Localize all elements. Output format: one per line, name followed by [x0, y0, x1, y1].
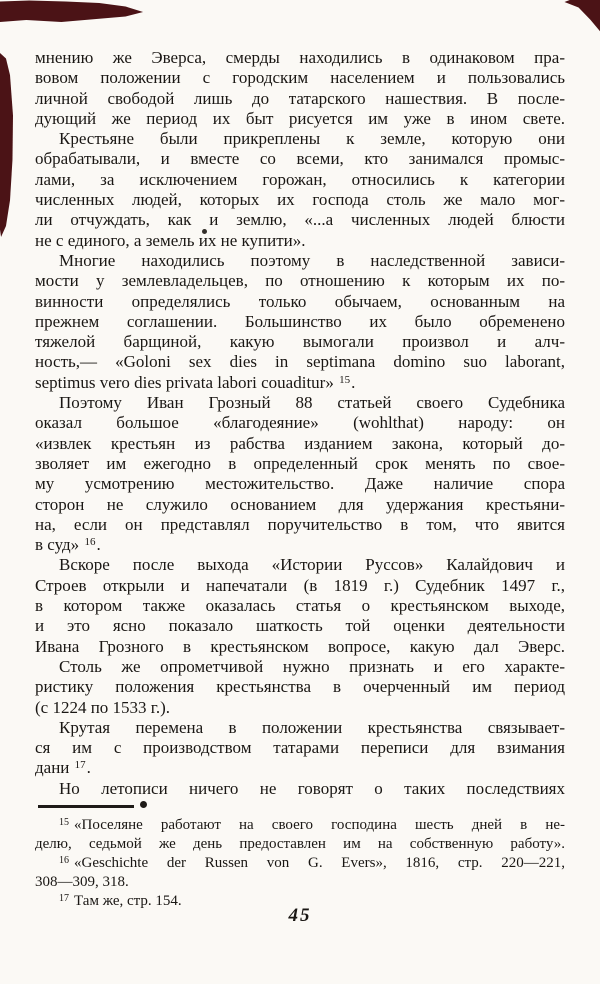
paragraph: [35, 718, 565, 779]
body-text: [35, 48, 565, 799]
text-line: Ивана Грозного в крестьянском вопросе, какую дал Эверс.: [35, 636, 565, 656]
paragraph: [35, 555, 565, 656]
text-line: сторон не служило основанием для удержания крестьяни-: [35, 494, 565, 514]
paragraph: [35, 251, 565, 393]
text-line: Крестьяне были прикреплены к земле, которую они: [59, 129, 565, 149]
text-line: Крутая перемена в положении крестьянства связывает-: [59, 717, 565, 737]
text-line: [35, 758, 565, 778]
paragraph: [35, 48, 565, 129]
text-segment: .: [96, 535, 101, 555]
text-line: му усмотрению местожительство. Даже наличие спора: [35, 474, 565, 494]
text-line: ли отчуждать, как и землю, «...а численных людей блюсти: [35, 210, 565, 230]
footnote-ref-17: 17: [74, 759, 86, 772]
footnote-text: Там же, стр. 154.: [74, 893, 182, 909]
paragraph: [35, 657, 565, 718]
footnote-ref-15: 15: [339, 373, 351, 386]
text-line: обрабатывали, и вместе со всеми, кто занимался промыс-: [35, 149, 565, 169]
paragraph: [35, 779, 565, 799]
text-line: винности определялись только обычаем, основанным на: [35, 291, 565, 311]
text-segment: в суд»: [35, 535, 84, 555]
text-line: Но летописи ничего не говорят о таких последствиях: [59, 778, 565, 798]
text-line: личной свободой лишь до татарского нашествия. В после-: [35, 88, 565, 108]
footnote-marker-17: 17: [59, 893, 69, 904]
text-line: численных людей, которых их господа столь же мало мог-: [35, 190, 565, 210]
text-line: [35, 816, 565, 835]
text-line: Многие находились поэтому в наследственной зависи-: [59, 250, 565, 270]
text-segment: .: [351, 372, 356, 392]
text-line: зволяет им ежегодно в определенный срок менять по свое-: [35, 453, 565, 473]
text-segment: septimus vero dies privata labori couaditur»: [35, 372, 339, 392]
footnote-text: «Geschichte der Russen von G. Evers», 1816, стр. 220—221,: [74, 855, 565, 871]
text-segment: дани: [35, 758, 74, 778]
text-line: ся им с производством татарами переписи для взимания: [35, 738, 565, 758]
footnotes-block: [35, 816, 565, 911]
text-line: на, если он представлял поручительство в том, что явится: [35, 514, 565, 534]
text-line: делю, седьмой же день предоставлен им на собственную работу».: [35, 836, 565, 852]
paragraph: [35, 393, 565, 555]
text-line: Вскоре после выхода «Истории Руссов» Калайдович и: [59, 555, 565, 575]
text-line: и это ясно показало шаткость той оценки деятельности: [35, 616, 565, 636]
text-line: 308—309, 318.: [35, 874, 129, 890]
text-segment: .: [86, 758, 91, 778]
footnote-ref-16: 16: [84, 536, 96, 549]
text-line: мнению же Эверса, смерды находились в одинаковом пра-: [35, 48, 565, 67]
text-line: Поэтому Иван Грозный 88 статьей своего Судебника: [59, 393, 565, 413]
separator-dot: [140, 801, 147, 808]
text-line: [35, 373, 565, 393]
footnote-marker-15: 15: [59, 817, 69, 828]
footnote-text: «Поселяне работают на своего господина шесть дней в не-: [74, 817, 565, 833]
text-line: [35, 854, 565, 873]
footnote-marker-16: 16: [59, 855, 69, 866]
scan-stain-left-edge: [0, 53, 13, 237]
text-line: ность,— «Goloni sex dies in septimana domino suo laborant,: [35, 352, 565, 372]
paragraph: [35, 129, 565, 251]
scan-stain-top-left: [0, 0, 146, 25]
page-number: 45: [288, 905, 312, 926]
text-line: Строев открыли и напечатали (в 1819 г.) Судебник 1497 г.,: [35, 575, 565, 595]
text-line: мости у землевладельцев, по отношению к которым их по-: [35, 271, 565, 291]
text-line: вовом положении с городским населением и пользовались: [35, 68, 565, 88]
text-line: [35, 535, 565, 555]
text-line: в котором также оказалась статья о крестьянском выходе,: [35, 596, 565, 616]
text-line: «извлек крестьян из рабства изданием закона, который до-: [35, 433, 565, 453]
text-line: лами, за исключением горожан, относились к категории: [35, 169, 565, 189]
text-line: прежнем соглашении. Большинство их было обременено: [35, 311, 565, 331]
footnote: [35, 854, 565, 892]
footnote: [35, 816, 565, 854]
text-line: тяжелой барщиной, какую вымогали произвол и алч-: [35, 332, 565, 352]
text-line: ристику положения крестьянства в очерченный им период: [35, 677, 565, 697]
text-line: оказал большое «благодеяние» (wohlthat) народу: он: [35, 413, 565, 433]
text-line: (с 1224 по 1533 г.).: [35, 697, 171, 717]
scan-stain-top-right: [563, 0, 600, 34]
text-line: Столь же опрометчивой нужно признать и его характе-: [59, 656, 565, 676]
text-line: дующий же период их быт рисуется им уже в ином свете.: [35, 108, 565, 128]
text-line: не с единого, а земель их не купити».: [35, 230, 306, 250]
footnote-separator: [38, 805, 134, 808]
